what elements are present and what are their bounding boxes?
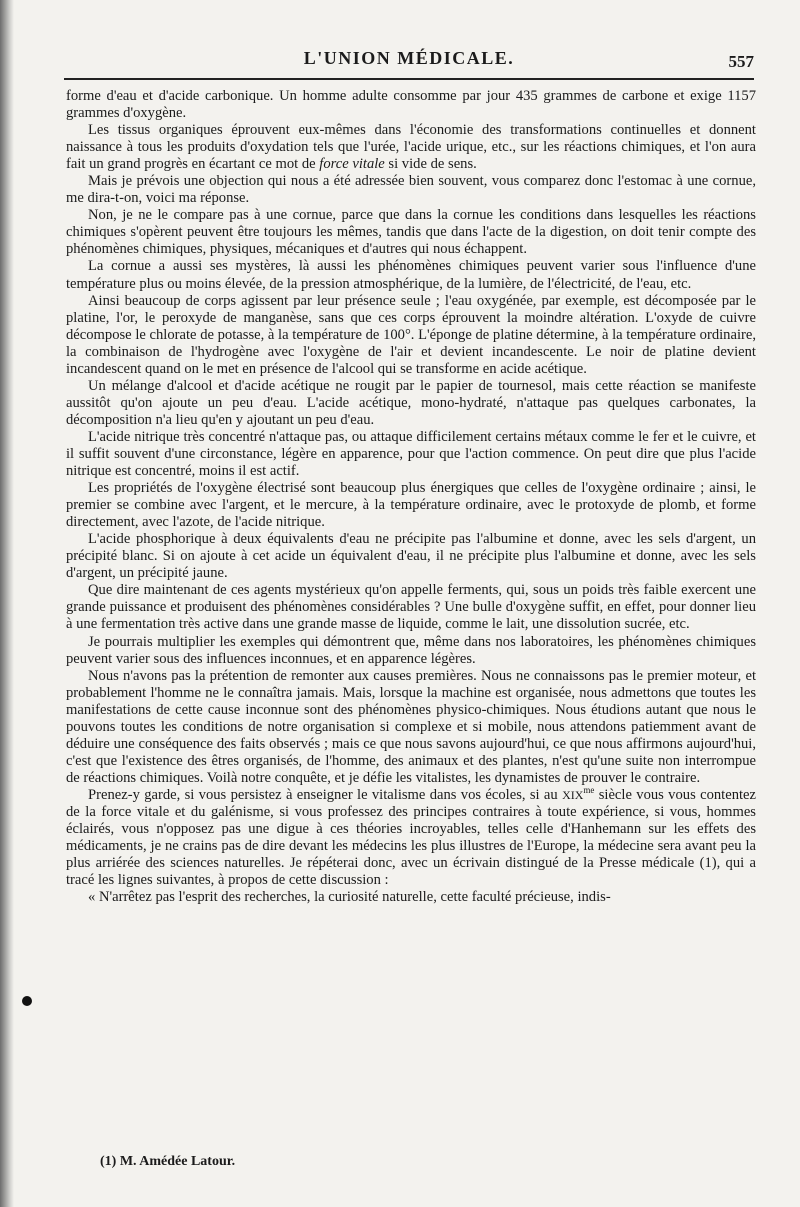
body-text — [66, 88, 756, 906]
paragraph-14-text: Prenez-y garde, si vous persistez à enseigner le vitalisme dans vos écoles, si au — [88, 786, 558, 803]
paragraph-2 — [66, 122, 756, 173]
paragraph-3: Mais je prévois une objection qui nous a été adressée bien souvent, vous comparez donc l'estomac à une cornue, me dira-t-on, voici ma réponse. — [66, 173, 756, 207]
paragraph-14-rest: siècle vous vous contentez de la force vitale et du galénisme, si vous professez des principes contraires à toute expérience, si vous, hommes éclairés, vous n'opposez pas une digue à ces théories incroyables, telles celle d'Hanhemann sur les effets des médicaments, je ne crains pas de dire devant les médecins les plus illustres de l'Europe, la médecine sera avant peu la plus arriérée des sciences naturelles. Je répéterai donc, avec un écrivain distingué de la Presse médicale (1), qui a tracé les lignes suivantes, à propos de cette discussion : — [66, 786, 757, 889]
paragraph-7: Un mélange d'alcool et d'acide acétique ne rougit par le papier de tournesol, mais cette réaction se manifeste aussitôt qu'on ajoute un peu d'eau. L'acide acétique, mono-hydraté, n'attaque pas quelques carbonates, la décomposition n'a lieu qu'en y ajoutant un peu d'eau. — [66, 377, 756, 428]
paragraph-2-text: Les tissus organiques éprouvent eux-mêmes dans l'économie des transformations continuelles et donnent naissance à tous les produits d'oxydation tels que l'urée, l'acide urique, etc., sur les réactions chimiques, et l'on aura fait un grand progrès en écartant ce mot de — [66, 122, 756, 173]
paragraph-11: Que dire maintenant de ces agents mystérieux qu'on appelle ferments, qui, sous un poids très faible exercent une grande puissance et produisent des phénomènes considérables ? Une bulle d'oxygène suffit, en effet, pour donner lieu à une fermentation très active dans une grande masse de liquide, comme le lait, une dissolution sucrée, etc. — [66, 582, 756, 633]
page-header — [64, 46, 754, 76]
paragraph-8: L'acide nitrique très concentré n'attaque pas, ou attaque difficilement certains métaux comme le fer et le cuivre, et il suffit souvent d'une circonstance, légère en apparence, pour que l'action commence. On peut dire que plus l'acide nitrique est concentré, moins il est actif. — [66, 428, 756, 480]
page-edge-shadow — [0, 0, 14, 1207]
paragraph-14 — [66, 787, 756, 889]
paragraph-13: Nous n'avons pas la prétention de remonter aux causes premières. Nous ne connaissons pas le premier moteur, et probablement l'homme ne le connaîtra jamais. Mais, lorsque la machine est organisée, nous admettons que toutes les manifestations de cette cause inconnue sont des phénomènes physico-chimiques. Nous étudions autant que nous le pouvons toutes les conditions de notre organisation si complexe et si mobile, nous attendons patiemment avant de déduire une conséquence des faits observés ; mais ce que nous savons aujourd'hui, ce que nous affirmons aujourd'hui, c'est que l'existence des êtres organisés, de l'homme, des animaux et des plantes, n'est qu'une suite non interrompue de réactions chimiques. Voilà notre conquête, et je défie les vitalistes, les dynamistes de prouver le contraire. — [66, 667, 756, 786]
paragraph-5: La cornue a aussi ses mystères, là aussi les phénomènes chimiques peuvent varier sous l'influence d'une température plus ou moins élevée, de la pression atmosphérique, de la lumière, de l'électricité, de l'eau, etc. — [66, 258, 756, 292]
paragraph-15: « N'arrêtez pas l'esprit des recherches, la curiosité naturelle, cette faculté précieuse, indis- — [88, 889, 611, 906]
margin-bullet — [22, 996, 32, 1006]
page-number: 557 — [728, 52, 754, 71]
paragraph-12: Je pourrais multiplier les exemples qui démontrent que, même dans nos laboratoires, les phénomènes chimiques peuvent varier sous des influences inconnues, et en apparence légères. — [66, 633, 756, 667]
running-title: L'UNION MÉDICALE. — [303, 48, 515, 68]
century-superscript: me — [583, 785, 595, 796]
century-numeral: XIX — [562, 787, 584, 802]
paragraph-1: forme d'eau et d'acide carbonique. Un homme adulte consomme par jour 435 grammes de carbone et exige 1157 grammes d'oxygène. — [66, 88, 756, 122]
footnote: (1) M. Amédée Latour. — [100, 1154, 236, 1169]
paragraph-4: Non, je ne le compare pas à une cornue, parce que dans la cornue les conditions dans lesquelles les réactions chimiques s'opèrent peuvent être toujours les mêmes, tandis que dans l'acte de la digestion, on doit tenir compte des phénomènes chimiques, physiques, mécaniques et d'autres qui nous échappent. — [66, 207, 756, 258]
force-vitale-italic: force vitale — [319, 156, 385, 173]
paragraph-10: L'acide phosphorique à deux équivalents d'eau ne précipite pas l'albumine et donne, avec les sels d'argent, un précipité blanc. Si on ajoute à cet acide un équivalent d'eau, il ne précipite plus l'albumine et donne, avec les sels d'argent, un précipité jaune. — [66, 531, 756, 582]
header-rule — [64, 78, 754, 80]
paragraph-6: Ainsi beaucoup de corps agissent par leur présence seule ; l'eau oxygénée, par exemple, est décomposée par le platine, l'or, le peroxyde de manganèse, sans que ces corps éprouvent la moindre altération. L'oxyde de cuivre décompose le chlorate de potasse, à la température de 100°. L'éponge de platine détermine, à la température ordinaire, la combinaison de l'hydrogène avec l'oxygène de l'air et devient incandescente. Le noir de platine devient incandescent quand on le met en présence de l'alcool qui se transforme en acide acétique. — [66, 292, 756, 377]
paragraph-2-tail: si vide de sens. — [384, 156, 477, 173]
paragraph-9: Les propriétés de l'oxygène électrisé sont beaucoup plus énergiques que celles de l'oxygène ordinaire ; ainsi, le premier se combine avec l'argent, et le mercure, à la température ordinaire, avec le protoxyde de plomb, et forme directement, avec l'azote, de l'acide nitrique. — [66, 480, 756, 531]
